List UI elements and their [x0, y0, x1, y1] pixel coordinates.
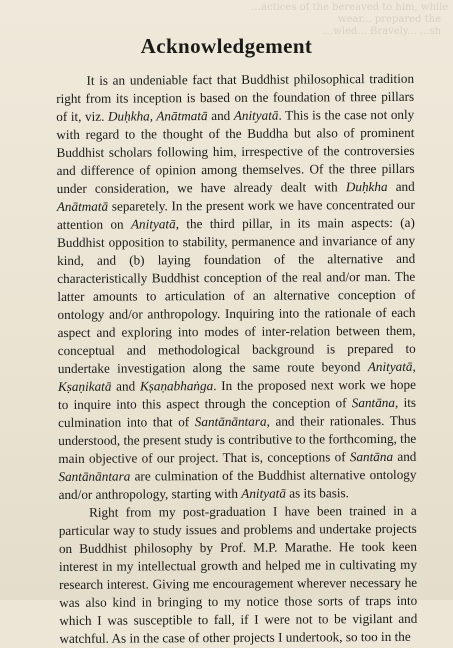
text-run: . In the proposed next work we hope to inquire into this aspect through the conception of [57, 376, 416, 412]
italic-term: Anityatā [130, 216, 176, 232]
italic-term: Anātmatā [56, 198, 109, 214]
italic-term: Santānāntara [194, 413, 267, 430]
text-run: , the third pillar, in its main aspects: (a) Buddhist opposition to stability, permanence and invariance of any kind, and (b) laying foundation of the alternative and characteristically Buddhist conception of the real and/or man. The latter amounts to articulation of an alternative conception of ontology and/or anthropology. Inquiring into the rationale of each aspect and exploring into modes of inter-relation between them, conceptual and methodological background is prepared to undertake investigation along the same route beyond [56, 214, 416, 376]
text-run: , and their rationales. Thus understood, the present study is contributive to the forthcoming, the main objective of our project. That is, conceptions of [58, 412, 417, 466]
text-run: Right from my post-graduation I have been trained in a particular way to study issues and problems and undertake projects on Buddhist philosophy by Prof. M.P. Marathe. He took keen interest in my intellectual growth and helped me in cultivating my research interest. Giving me encouragement wherever necessary he was also kind in bringing to my notice those sorts of traps into which I was susceptible to fall, if I were not to be vigilant and watchful. As in the case of other projects I undertook, so too in the [58, 502, 418, 646]
text-run: and [387, 178, 415, 194]
bleed-line: …actices of the bereaved to him, while [251, 2, 449, 13]
italic-term: Anityatā [233, 107, 279, 123]
bleed-line: wear... prepared the [338, 14, 441, 25]
italic-term: Duḥkha [345, 178, 388, 195]
paragraph-1 [56, 70, 417, 504]
text-run: and [393, 448, 417, 464]
page-title: Acknowledgement [140, 34, 313, 58]
text-run: and [207, 107, 234, 124]
text-run: separetely. In the present work we have concentrated our attention on [56, 196, 415, 232]
italic-term: Anityatā [241, 485, 286, 501]
italic-term: Santāna [351, 394, 396, 411]
text-run: It is an undeniable fact that Buddhist philosophical tradition right from its inception is based on the foundation of three pillars of it, viz. [56, 70, 415, 124]
italic-term: Santāna [349, 448, 394, 465]
paragraph-2 [59, 502, 418, 648]
italic-term: Kṣaṇabhaṅga [139, 378, 214, 394]
body-text [56, 70, 418, 648]
text-run: and [111, 378, 140, 394]
italic-term: Duḥkha, Anātmatā [107, 108, 208, 124]
text-run: . This is the case not only with regard to the thought of the Buddha but also of prominent Buddhist scholars following him, irrespective of the controversies and difference of opinion among themselves. Of the three pillars under consideration, we have already dealt with [56, 106, 415, 196]
text-run: , its culmination into that of [58, 394, 417, 430]
text-run: are culmination of the Buddhist alternative ontology and/or anthropology, starting with [58, 466, 417, 502]
italic-term: Santānāntara [58, 468, 131, 484]
italic-term: Anityatā, Kṣaṇikatā [57, 358, 416, 394]
bleed-line: …wled... Bravely... ...sh [323, 26, 441, 37]
text-run: as its basis. [285, 485, 349, 501]
